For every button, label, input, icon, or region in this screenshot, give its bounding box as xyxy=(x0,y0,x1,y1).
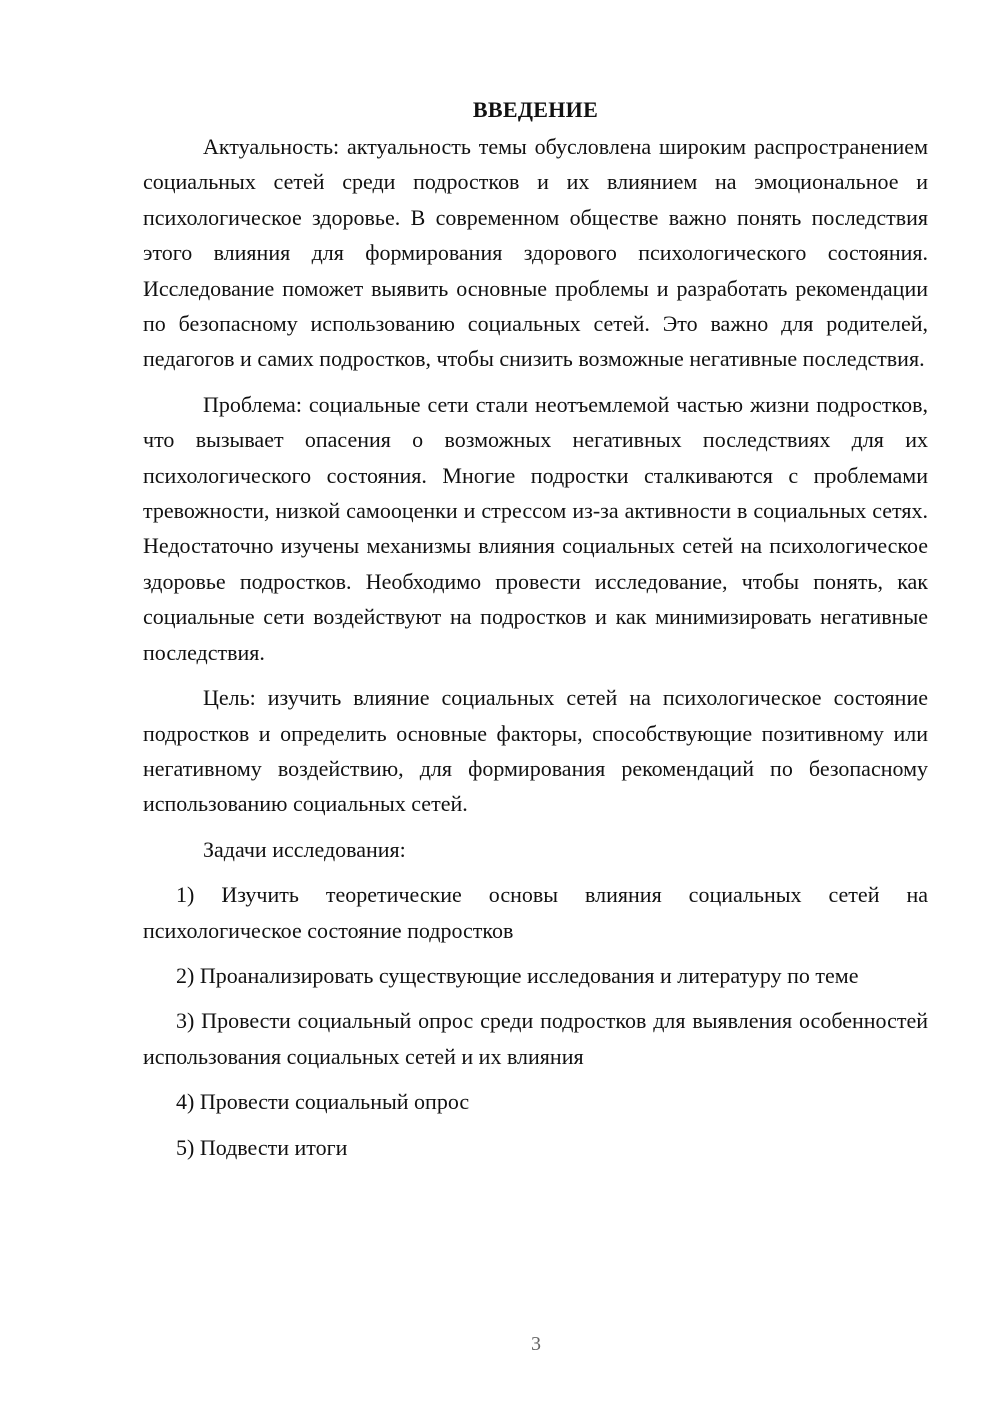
task-item: 3) Провести социальный опрос среди подростков для выявления особенностей использования социальных сетей и их влияния xyxy=(143,1008,928,1069)
section-heading: ВВЕДЕНИЕ xyxy=(472,97,599,122)
task-item: 2) Проанализировать существующие исследования и литературу по теме xyxy=(176,962,859,988)
relevance-paragraph: Актуальность: актуальность темы обусловлена широким распространением социальных сетей среди подростков и их влиянием на эмоциональное и психологическое здоровье. В современном обществе важно понять последствия этого влияния для формирования здорового психологического состояния. Исследование поможет выявить основные проблемы и разработать рекомендации по безопасному использованию социальных сетей. Это важно для родителей, педагогов и самих подростков, чтобы снизить возможные негативные последствия. xyxy=(143,134,928,372)
task-item: 4) Провести социальный опрос xyxy=(176,1089,470,1115)
problem-paragraph: Проблема: социальные сети стали неотъемлемой частью жизни подростков, что вызывает опасения о возможных негативных последствиях для их психологического состояния. Многие подростки сталкиваются с проблемами тревожности, низкой самооценки и стрессом из-за активности в социальных сетях. Недостаточно изучены механизмы влияния социальных сетей на психологическое здоровье подростков. Необходимо провести исследование, чтобы понять, как социальные сети воздействуют на подростков и как минимизировать негативные последствия. xyxy=(143,391,928,665)
document-page xyxy=(143,92,928,1165)
tasks-intro: Задачи исследования: xyxy=(203,836,406,862)
goal-paragraph: Цель: изучить влияние социальных сетей на психологическое состояние подростков и определить основные факторы, способствующие позитивному или негативному воздействию, для формирования рекомендаций по безопасному использованию социальных сетей. xyxy=(143,685,928,817)
page-number: 3 xyxy=(531,1333,541,1355)
task-item: 5) Подвести итоги xyxy=(176,1134,348,1160)
task-item: 1) Изучить теоретические основы влияния социальных сетей на психологическое состояние подростков xyxy=(143,882,928,943)
